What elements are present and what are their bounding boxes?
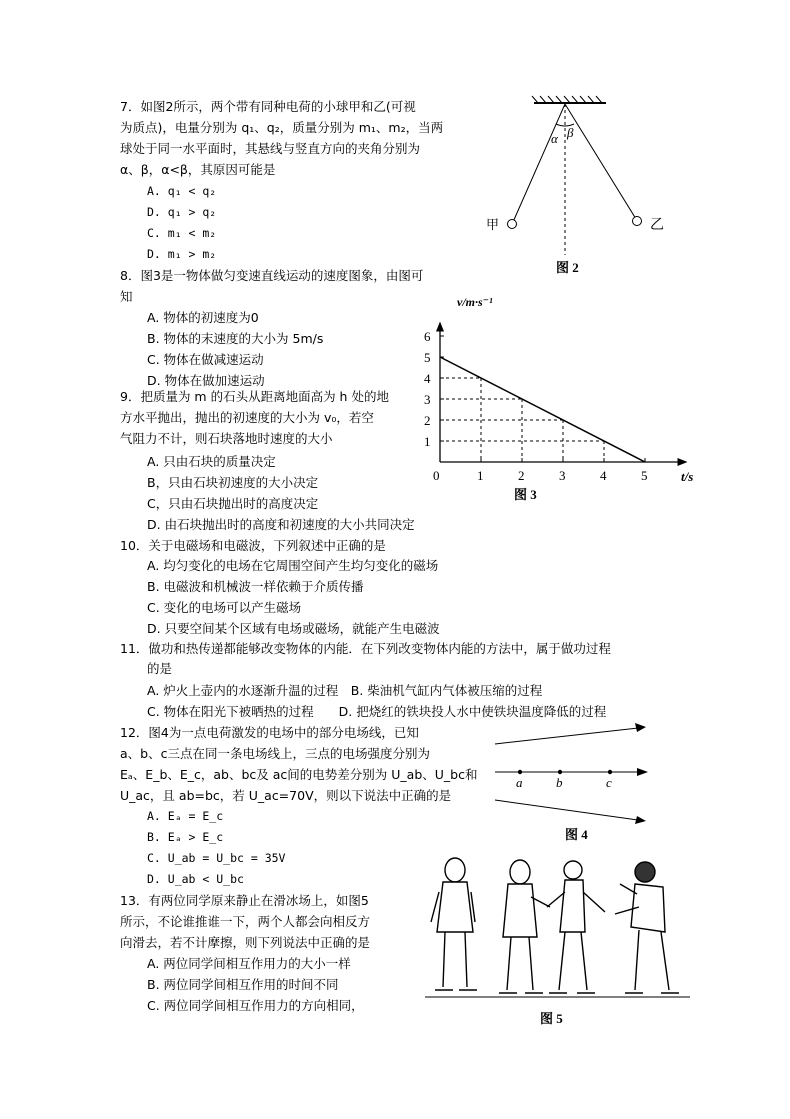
q11-option-cd: C. 物体在阳光下被晒热的过程 D. 把烧红的铁块投人水中使铁块温度降低的过程 [147,704,607,719]
q8-line-2: 知 [120,289,133,304]
q12-option-b: B. Eₐ > E_c [147,830,224,844]
ball-right-label: 乙 [650,218,664,233]
y-tick-label: 1 [424,434,431,449]
q11-option-ab: A. 炉火上壶内的水逐渐升温的过程 B. 柴油机气缸内气体被压缩的过程 [147,683,543,698]
q9-option-d: D. 由石块抛出时的高度和初速度的大小共同决定 [147,517,415,532]
figure-2-caption: 图 2 [556,260,579,275]
q7-line-1: 7．如图2所示，两个带有同种电荷的小球甲和乙(可视 [120,99,416,114]
point-c-label: c [606,775,612,790]
q12-line-1: 12．图4为一点电荷激发的电场中的部分电场线，已知 [120,725,419,740]
y-tick-label: 5 [424,350,431,365]
ball-left-label: 甲 [486,217,500,232]
figure-5-caption: 图 5 [540,1011,563,1026]
q10-option-c: C. 变化的电场可以产生磁场 [147,600,302,615]
field-line-top [495,728,638,744]
q10-option-b: B. 电磁波和机械波一样依赖于介质传播 [147,579,364,594]
q7-option-c: C. m₁ < m₂ [147,226,217,240]
q7-line-4: α、β，α<β，其原因可能是 [120,162,276,177]
q7-option-a: A. q₁ < q₂ [147,184,217,198]
figure-4-caption: 图 4 [565,827,588,842]
q9-option-c: C，只由石块抛出时的高度决定 [147,496,319,511]
x-tick-label: 0 [433,468,440,483]
figure-2-pendulum [486,95,664,285]
q12-option-d: D. U_ab < U_bc [147,872,244,886]
q8-option-c: C. 物体在做减速运动 [147,352,264,367]
field-line-top-arrow [635,723,646,732]
q12-line-3: Eₐ、E_b、E_c，ab、bc及 ac间的电势差分别为 U_ab、U_bc和 [120,767,478,782]
point-a-label: a [516,775,523,790]
y-axis-arrow [436,322,444,332]
skater-right [615,862,679,993]
x-tick-label: 1 [477,468,484,483]
field-line-middle-arrow [637,768,648,776]
x-tick-label: 3 [559,468,566,483]
q8-option-b: B. 物体的末速度的大小为 5m/s [147,331,324,346]
q11-line-1: 11．做功和热传递都能够改变物体的内能．在下列改变物体内能的方法中，属于做功过程 [120,641,611,656]
point-b-label: b [556,775,563,790]
figure-4-field-lines [490,720,660,832]
right-string [565,104,636,219]
ceiling-hatch [532,96,602,103]
q13-line-1: 13．有两位同学原来静止在滑冰场上，如图5 [120,893,369,908]
beta-label: β [567,125,574,140]
y-tick-label: 2 [424,413,431,428]
ball-right [633,217,642,226]
x-tick-label: 2 [518,468,525,483]
q8-line-1: 8．图3是一物体做匀变速直线运动的速度图象，由图可 [120,268,424,283]
figure-3-velocity-chart [405,292,705,507]
y-tick-label: 6 [424,329,431,344]
y-tick-label: 3 [424,392,431,407]
field-line-bottom-arrow [635,816,646,824]
q12-option-a: A. Eₐ = E_c [147,809,224,823]
q9-line-2: 方水平抛出，抛出的初速度的大小为 v₀，若空 [120,410,374,425]
figure-3-caption: 图 3 [514,487,537,502]
x-axis-label: t/s [681,469,694,484]
q9-line-1: 9．把质量为 m 的石头从距离地面高为 h 处的地 [120,389,389,404]
left-string [513,104,565,222]
q10-option-a: A. 均匀变化的电场在它周围空间产生均匀变化的磁场 [147,558,439,573]
skater-hooded-left [431,858,477,990]
q10-line-1: 10．关于电磁场和电磁波，下列叙述中正确的是 [120,538,386,553]
q10-option-d: D. 只要空间某个区域有电场或磁场，就能产生电磁波 [147,621,440,636]
y-ticks [424,329,444,449]
q7-option-d: D. m₁ > m₂ [147,247,217,261]
y-axis-label: v/m·s⁻¹ [457,295,493,309]
x-axis-arrow [678,458,688,466]
velocity-line [440,357,645,462]
skater-hooded-middle [499,860,550,993]
y-tick-label: 4 [424,371,431,386]
q13-option-c: C. 两位同学间相互作用力的方向相同， [147,998,364,1013]
q13-line-2: 所示，不论谁推谁一下，两个人都会向相反方 [120,914,371,929]
q11-line-2: 的是 [147,661,173,676]
field-line-bottom [495,800,638,820]
q9-line-3: 气阻力不计，则石块落地时速度的大小 [120,431,333,446]
dashed-guides [440,378,604,462]
q13-option-b: B. 两位同学间相互作用的时间不同 [147,977,339,992]
q9-option-b: B，只由石块初速度的大小决定 [147,475,319,490]
point-c-dot [608,770,612,774]
q12-line-2: a、b、c三点在同一条电场线上，三点的电场强度分别为 [120,746,430,761]
x-tick-label: 5 [641,468,648,483]
q7-line-3: 球处于同一水平面时，其悬线与竖直方向的夹角分别为 [120,141,421,156]
skater-middle-right [547,861,605,993]
q7-option-b: D. q₁ > q₂ [147,205,217,219]
q13-line-3: 向滑去，若不计摩擦，则下列说法中正确的是 [120,935,371,950]
q8-option-a: A. 物体的初速度为0 [147,310,259,325]
q7-line-2: 为质点)，电量分别为 q₁、q₂，质量分别为 m₁、m₂，当两 [120,120,444,135]
q13-option-a: A. 两位同学间相互作用力的大小一样 [147,956,351,971]
figure-5-skaters [425,852,690,1002]
q8-option-d: D. 物体在做加速运动 [147,373,265,388]
ball-left [508,220,517,229]
point-b-dot [558,770,562,774]
point-a-dot [518,770,522,774]
q12-line-4: U_ac，且 ab=bc，若 U_ac=70V，则以下说法中正确的是 [120,788,452,803]
x-tick-label: 4 [600,468,607,483]
q12-option-c: C. U_ab = U_bc = 35V [147,851,286,865]
alpha-label: α [551,131,558,146]
q9-option-a: A. 只由石块的质量决定 [147,454,276,469]
